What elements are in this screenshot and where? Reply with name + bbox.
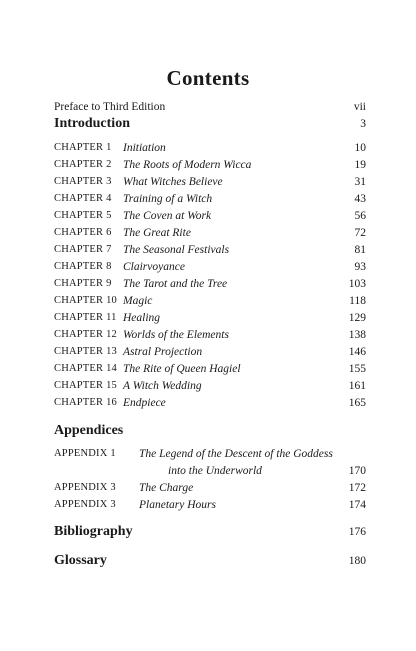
glossary-page: 180 (348, 555, 366, 567)
chapter-entry-11[interactable] (54, 310, 366, 326)
chapter-entry-8[interactable] (54, 259, 366, 275)
bibliography-label: Bibliography (54, 524, 133, 539)
appendix-entry-2[interactable] (54, 480, 366, 496)
chapter-page: 43 (354, 193, 366, 205)
chapter-label: CHAPTER 7 (54, 244, 112, 255)
chapter-entry-7[interactable] (54, 242, 366, 258)
chapter-page: 31 (354, 176, 366, 188)
chapter-title: Worlds of the Elements (123, 329, 229, 341)
chapter-entry-2[interactable] (54, 157, 366, 173)
chapter-page: 56 (354, 210, 366, 222)
chapter-page: 93 (354, 261, 366, 273)
chapter-page: 72 (354, 227, 366, 239)
chapter-entry-10[interactable] (54, 293, 366, 309)
appendix-page: 174 (348, 499, 366, 511)
appendix-page: 170 (348, 465, 366, 477)
appendix-entry-1-continued[interactable] (54, 463, 366, 479)
appendix-title: The Legend of the Descent of the Goddess (139, 448, 333, 460)
appendix-label: APPENDIX 3 (54, 482, 116, 493)
chapter-page: 161 (348, 380, 366, 392)
chapter-page: 19 (354, 159, 366, 171)
chapter-title: What Witches Believe (123, 176, 223, 188)
chapter-title: The Great Rite (123, 227, 191, 239)
appendix-label: APPENDIX 1 (54, 448, 116, 459)
chapter-label: CHAPTER 8 (54, 261, 112, 272)
appendix-label: APPENDIX 3 (54, 499, 116, 510)
chapter-entry-5[interactable] (54, 208, 366, 224)
glossary-label: Glossary (54, 553, 107, 568)
appendix-page: 172 (348, 482, 366, 494)
page-title: Contents (166, 66, 250, 90)
chapter-entry-12[interactable] (54, 327, 366, 343)
chapter-entry-15[interactable] (54, 378, 366, 394)
chapter-label: CHAPTER 4 (54, 193, 112, 204)
appendix-title: The Charge (139, 482, 194, 494)
chapter-label: CHAPTER 16 (54, 397, 117, 408)
introduction-label: Introduction (54, 116, 130, 131)
chapter-title: The Roots of Modern Wicca (123, 159, 252, 171)
chapter-title: The Tarot and the Tree (123, 278, 228, 290)
preface-entry[interactable] (54, 99, 366, 115)
chapter-label: CHAPTER 11 (54, 312, 117, 323)
chapter-page: 129 (348, 312, 366, 324)
glossary-entry[interactable] (54, 552, 366, 570)
chapter-label: CHAPTER 3 (54, 176, 112, 187)
chapter-title: A Witch Wedding (123, 380, 202, 392)
chapter-page: 10 (354, 142, 366, 154)
chapter-entry-14[interactable] (54, 361, 366, 377)
introduction-entry[interactable] (54, 115, 366, 133)
chapter-page: 103 (348, 278, 366, 290)
appendices-heading-label: Appendices (54, 423, 124, 438)
chapter-entry-13[interactable] (54, 344, 366, 360)
chapter-label: CHAPTER 10 (54, 295, 117, 306)
chapter-title: Astral Projection (123, 346, 203, 358)
chapter-label: CHAPTER 5 (54, 210, 112, 221)
chapter-entry-16[interactable] (54, 395, 366, 411)
chapter-page: 81 (354, 244, 366, 256)
chapter-entry-3[interactable] (54, 174, 366, 190)
chapter-entry-4[interactable] (54, 191, 366, 207)
chapter-entry-1[interactable] (54, 140, 366, 156)
chapter-label: CHAPTER 12 (54, 329, 117, 340)
chapter-title: The Rite of Queen Hagiel (123, 363, 241, 375)
chapter-title: Training of a Witch (123, 193, 213, 205)
chapter-title: Initiation (123, 142, 166, 154)
chapter-title: The Seasonal Festivals (123, 244, 230, 256)
chapter-page: 146 (348, 346, 366, 358)
chapter-label: CHAPTER 14 (54, 363, 117, 374)
chapter-label: CHAPTER 6 (54, 227, 112, 238)
appendix-title: Planetary Hours (139, 499, 216, 511)
bibliography-page: 176 (348, 526, 366, 538)
chapter-title: The Coven at Work (123, 210, 212, 222)
chapter-title: Clairvoyance (123, 261, 185, 273)
chapter-title: Magic (123, 295, 153, 307)
appendix-entry-3[interactable] (54, 497, 366, 513)
chapter-entry-6[interactable] (54, 225, 366, 241)
appendices-heading (54, 422, 366, 440)
bibliography-entry[interactable] (54, 523, 366, 541)
chapter-label: CHAPTER 9 (54, 278, 112, 289)
chapter-label: CHAPTER 13 (54, 346, 117, 357)
chapter-page: 165 (348, 397, 366, 409)
appendix-title-continued: into the Underworld (168, 465, 262, 477)
preface-label: Preface to Third Edition (54, 101, 166, 113)
introduction-page: 3 (360, 118, 366, 130)
chapter-page: 118 (349, 295, 366, 307)
chapter-label: CHAPTER 2 (54, 159, 112, 170)
preface-page: vii (353, 101, 366, 113)
chapter-page: 138 (348, 329, 366, 341)
chapter-title: Endpiece (123, 397, 166, 409)
chapter-page: 155 (348, 363, 366, 375)
chapter-label: CHAPTER 15 (54, 380, 117, 391)
appendix-entry-1[interactable] (54, 446, 366, 462)
chapter-entry-9[interactable] (54, 276, 366, 292)
chapter-label: CHAPTER 1 (54, 142, 112, 153)
chapter-title: Healing (123, 312, 161, 324)
